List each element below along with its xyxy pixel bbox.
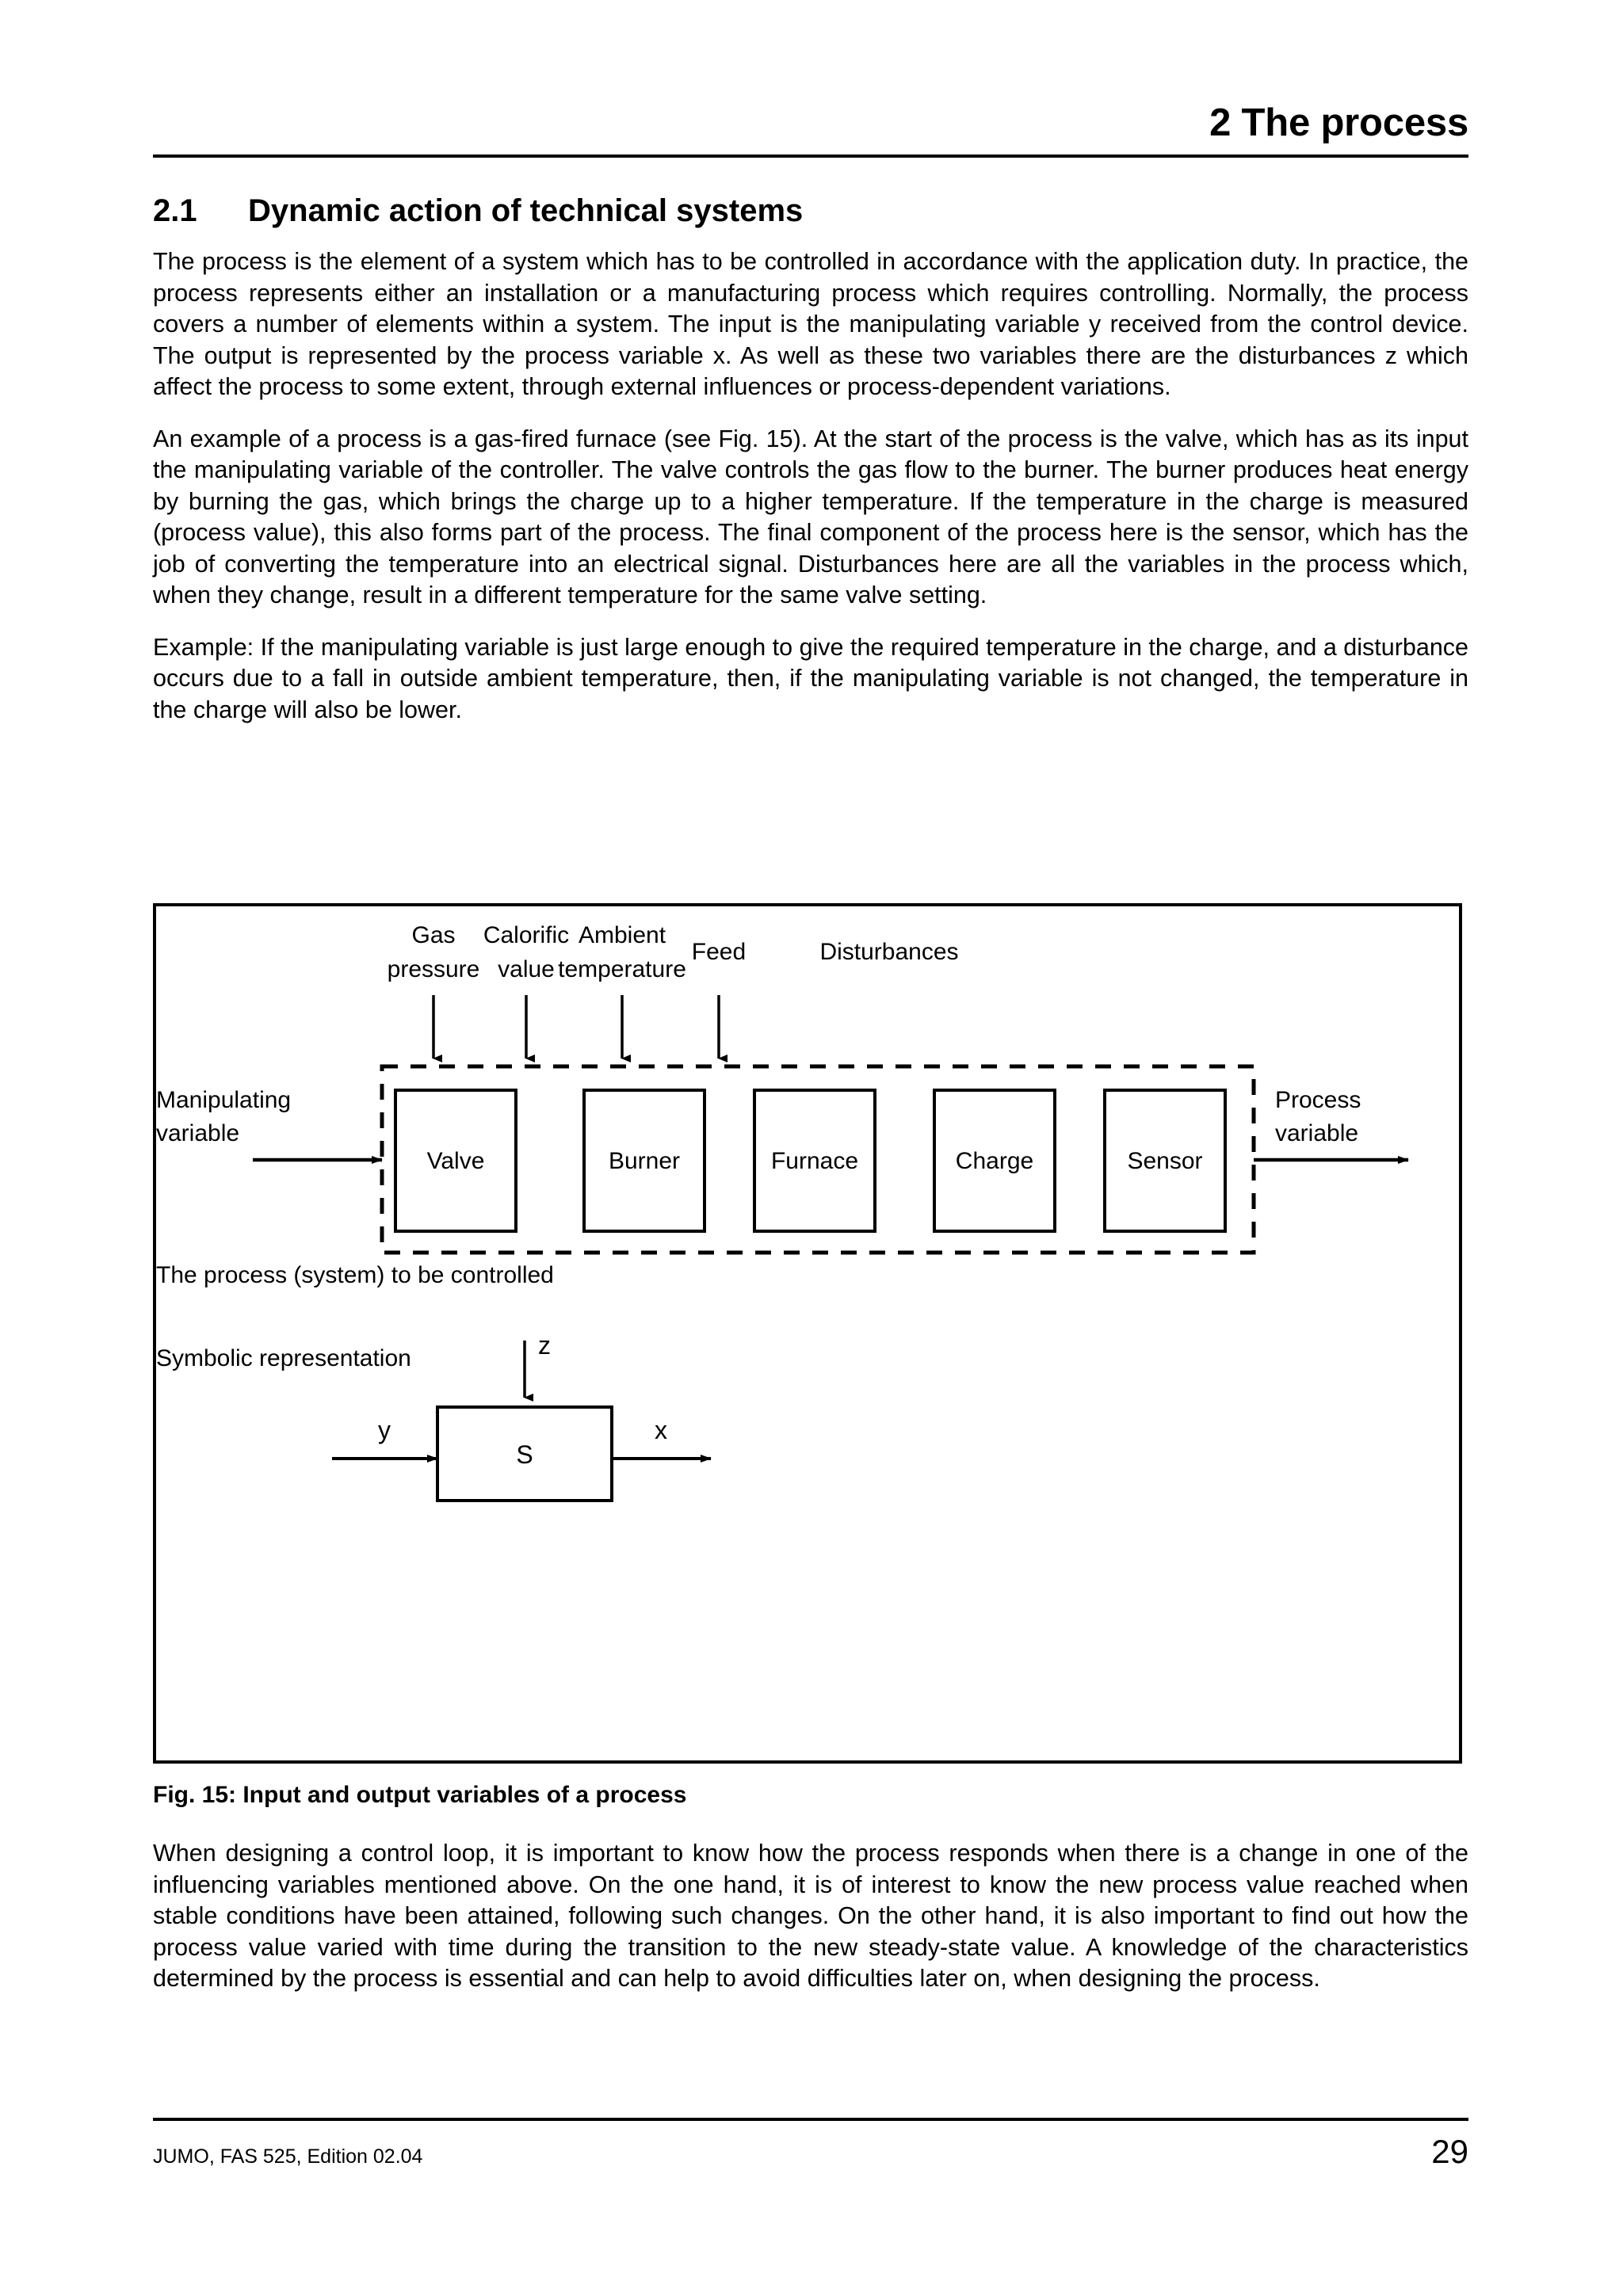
disturbance-label-feed [692,939,746,965]
process-variable-label [1275,1087,1361,1146]
page-header [153,103,1468,158]
process-block-furnace [754,1090,875,1231]
output-label-line1: Process [1275,1087,1361,1113]
disturbance-label-line2: value [498,956,555,982]
process-block-label: Valve [426,1148,485,1174]
process-block-label: Burner [608,1148,681,1174]
disturbance-label-line2: temperature [558,956,686,982]
chapter-title: 2 The process [1209,101,1468,144]
disturbance-label-line2: pressure [387,956,480,982]
process-system-note: The process (system) to be controlled [156,1262,554,1288]
footer-divider [153,2118,1468,2121]
process-block-valve [395,1090,516,1231]
paragraph-2: An example of a process is a gas-fired furnace (see Fig. 15). At the start of the process is the valve, which has as its input the manipulating variable of the controller. The valve controls the gas flow to the burner. The burner produces heat energy by burning the gas, which brings the charge up to a higher temperature. If the temperature in the charge is measured (process value), this also forms part of the process. The final component of the process here is the sensor, which has the job of converting the temperature into an electrical signal. Disturbances here are all the variables in the process which, when they change, result in a different temperature for the same valve setting. [153,425,1468,608]
paragraph-1: The process is the element of a system which has to be controlled in accordance with the application duty. In practice, the process represents either an installation or a manufacturing process which requires controlling. Normally, the process covers a number of elements within a system. The input is the manipulating variable y received from the control device. The output is represented by the process variable x. As well as these two variables there are the disturbances z which affect the process to some extent, through external influences or process-dependent variations. [153,248,1468,400]
footer-document-reference: JUMO, FAS 525, Edition 02.04 [153,2145,423,2168]
process-block-burner [584,1090,705,1231]
page-footer [153,2118,1468,2168]
process-block-charge [934,1090,1055,1231]
page-content [153,193,1468,726]
symbolic-block-label: S [516,1440,533,1469]
process-block-diagram [156,906,1459,1760]
disturbance-label-ambient-temperature [558,922,686,982]
symbolic-output-label: x [655,1416,667,1444]
page-content-after-figure [153,1838,1468,1995]
disturbance-label-gas-pressure [388,922,480,982]
disturbance-label-line1: Feed [691,939,747,965]
output-label-line2: variable [1275,1120,1359,1146]
figure-15 [153,903,1468,1810]
process-block-label: Sensor [1127,1148,1203,1174]
paragraph-3: Example: If the manipulating variable is just large enough to give the required temperature in the charge, and a disturbance occurs due to a fall in outside ambient temperature, then, if the manipulating variable is not changed, the temperature in the charge will also be lower. [153,633,1468,723]
symbolic-disturbance-label: z [538,1331,551,1360]
disturbance-label-line1: Calorific [483,922,570,948]
figure-caption: Fig. 15: Input and output variables of a process [153,1782,687,1808]
header-divider [153,154,1468,158]
input-label-line2: variable [156,1120,240,1146]
manipulating-variable-label [156,1087,291,1146]
symbolic-input-label: y [378,1416,391,1444]
figure-frame [153,903,1462,1764]
paragraph-4: When designing a control loop, it is important to know how the process responds when there is a change in one of the influencing variables mentioned above. On the one hand, it is of interest to know the new process value reached when stable conditions have been attained, following such changes. On the other hand, it is also important to find out how the process value varied with time during the transition to the new steady-state value. A knowledge of the characteristics determined by the process is essential and can help to avoid difficulties later on, when designing the process. [153,1840,1468,1992]
process-block-sensor [1105,1090,1225,1231]
process-block-label: Charge [955,1148,1034,1174]
symbolic-representation-note: Symbolic representation [156,1345,411,1371]
page-number: 29 [1431,2133,1468,2170]
disturbances-group-label: Disturbances [819,939,959,965]
disturbance-label-line1: Gas [411,922,456,948]
process-block-label: Furnace [770,1148,859,1174]
section-number: 2.1 [153,193,197,228]
disturbance-label-calorific-value [483,922,569,982]
section-heading [153,193,1468,229]
input-label-line1: Manipulating [156,1087,292,1113]
section-title: Dynamic action of technical systems [248,193,804,228]
disturbance-label-line1: Ambient [578,922,666,948]
